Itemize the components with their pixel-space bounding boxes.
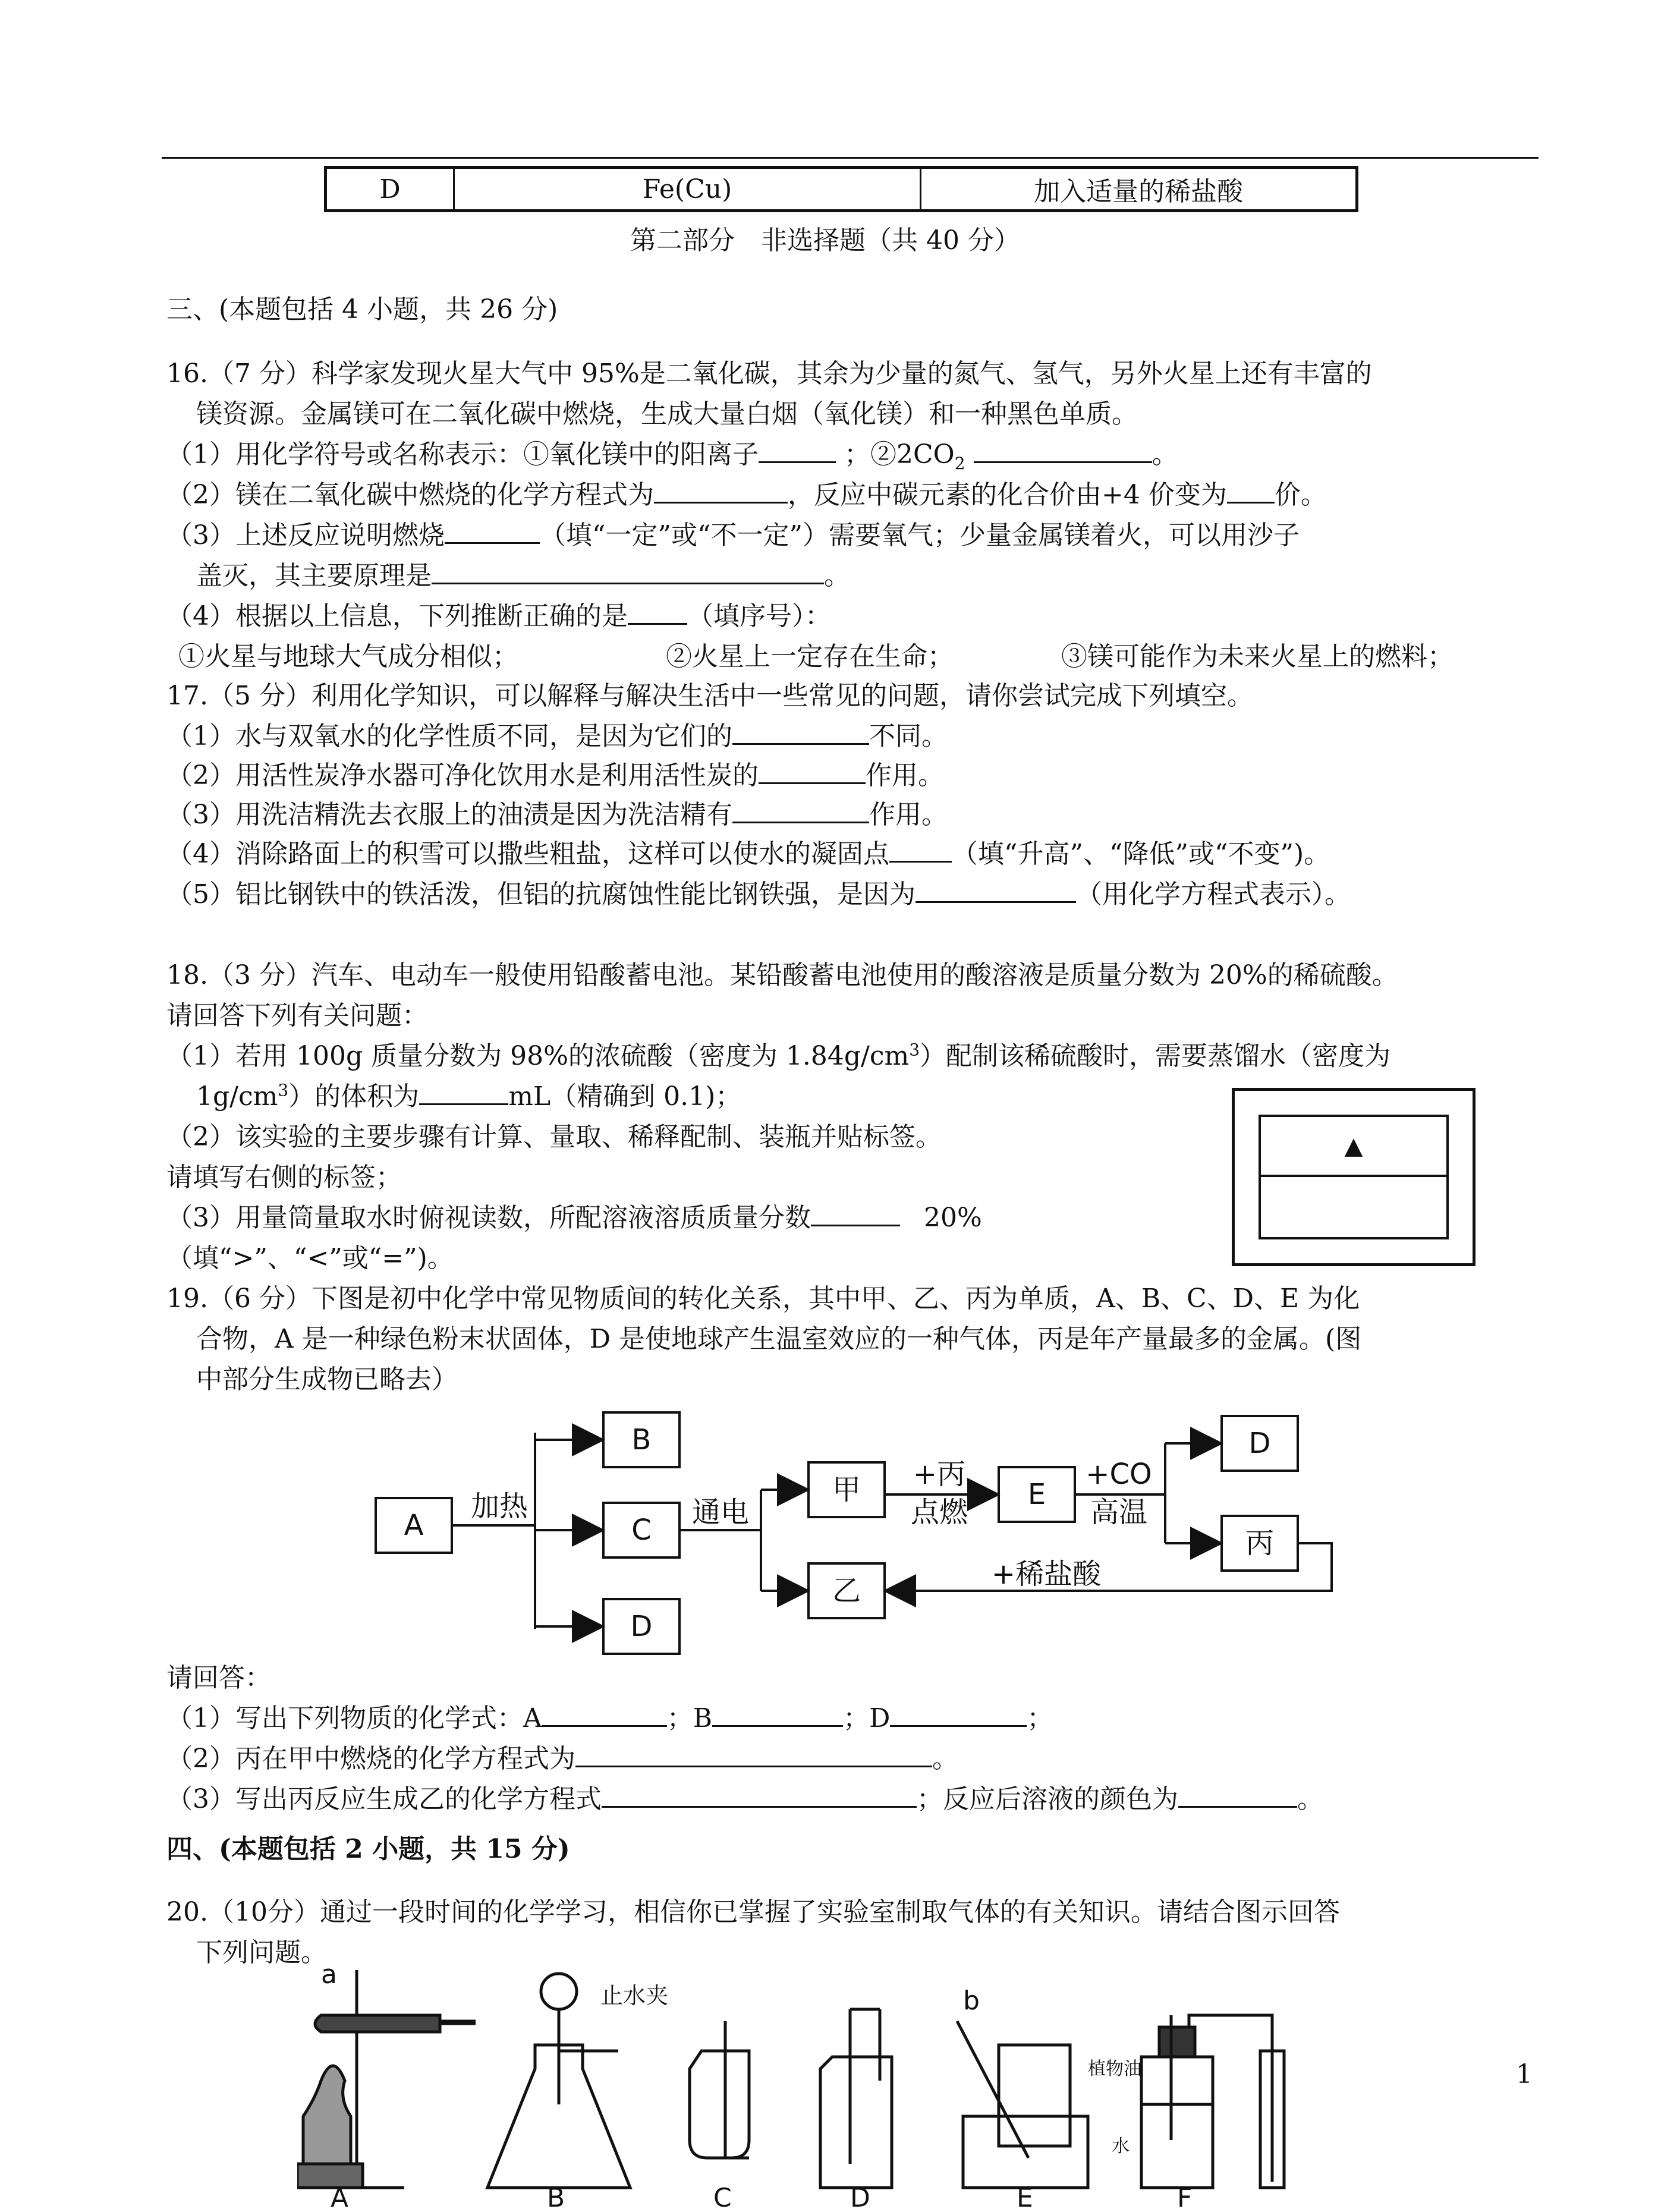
q18-line5: （2）该实验的主要步骤有计算、量取、稀释配制、装瓶并贴标签。 (166, 1122, 942, 1152)
answer-blank[interactable] (732, 798, 869, 823)
node-bing: 丙 (1245, 1527, 1275, 1560)
answer-blank[interactable] (759, 438, 836, 463)
q19-answer2: （2）丙在甲中燃烧的化学方程式为 。 (166, 1737, 958, 1775)
q19-answer1: （1）写出下列物质的化学式：A ；B ；D ； (166, 1697, 1053, 1735)
answer-blank[interactable] (602, 1782, 917, 1808)
q20-line1: 20.（10分）通过一段时间的化学学习，相信你已掌握了实验室制取气体的有关知识。请结合图示回答 (166, 1897, 1340, 1927)
answer-blank[interactable] (712, 1701, 843, 1727)
q17-line5: （4）消除路面上的积雪可以撒些粗盐，这样可以使水的凝固点 （填“升高”、“降低”或“不变”)。 (166, 832, 1330, 870)
label-water: 水 (1112, 2136, 1130, 2157)
answer-table (324, 166, 1358, 212)
q18-line8: （填“>”、“<”或“=”)。 (166, 1243, 454, 1273)
label-B: B (547, 2183, 565, 2212)
node-C: C (631, 1514, 652, 1547)
answer-blank[interactable] (732, 719, 869, 745)
q18-line6: 请填写右侧的标签； (166, 1162, 402, 1192)
q16-line2: 镁资源。金属镁可在二氧化碳中燃烧，生成大量白烟（氧化镁）和一种黑色单质。 (196, 399, 1138, 429)
label-ignite: 点燃 (910, 1496, 968, 1529)
answer-blank[interactable] (915, 877, 1076, 903)
label-A: A (331, 2183, 349, 2212)
node-yi: 乙 (832, 1574, 861, 1607)
conversion-diagram (357, 1403, 1367, 1664)
label-plus-bing: +丙 (913, 1458, 966, 1491)
node-A: A (404, 1509, 424, 1542)
q17-line6: （5）铝比钢铁中的铁活泼，但铝的抗腐蚀性能比钢铁强，是因为 （用化学方程式表示）。 (166, 873, 1351, 911)
table-cell: D (326, 168, 454, 211)
q16-line1: 16.（7 分）科学家发现火星大气中 95%是二氧化碳，其余为少量的氮气、氢气，另外火星上还有丰富的 (166, 358, 1372, 389)
table-cell: 加入适量的稀盐酸 (921, 168, 1357, 211)
section4-title: 四、(本题包括 2 小题，共 15 分) (166, 1834, 570, 1864)
node-D1: D (630, 1610, 653, 1643)
answer-blank[interactable] (542, 1701, 667, 1727)
q20-line2: 下列问题。 (196, 1937, 327, 1968)
q17-line2: （1）水与双氧水的化学性质不同，是因为它们的 不同。 (166, 715, 948, 753)
q16-line6: 盖灭，其主要原理是 。 (196, 554, 850, 592)
q18-line4: $1g/cm^3$）的体积为 mL（精确到 0.1)； (196, 1080, 742, 1112)
answer-blank[interactable] (432, 559, 824, 584)
label-E: E (1017, 2183, 1033, 2212)
answer-blank[interactable] (811, 1201, 900, 1226)
label-high-temp: 高温 (1090, 1496, 1148, 1529)
label-heat: 加热 (470, 1490, 528, 1523)
label-b: b (963, 1986, 980, 2016)
label-plus-hcl: +稀盐酸 (991, 1557, 1102, 1591)
q16-line7: （4）根据以上信息，下列推断正确的是 （填序号）： (166, 594, 831, 633)
q19-line1: 19.（6 分）下图是初中化学中常见物质间的转化关系，其中甲、乙、丙为单质，A、B、C、D、E 为化 (166, 1283, 1360, 1314)
answer-blank[interactable] (654, 478, 788, 504)
answer-blank[interactable] (628, 599, 687, 625)
q16-option2: ②火星上一定存在生命； (666, 641, 954, 672)
q18-line2: 请回答下列有关问题： (166, 1000, 428, 1031)
answer-blank[interactable] (1227, 478, 1275, 504)
q18-line1: 18.（3 分）汽车、电动车一般使用铅酸蓄电池。某铅酸蓄电池使用的酸溶液是质量分数为 20%的稀硫酸。 (166, 960, 1398, 990)
label-electrolysis: 通电 (691, 1496, 750, 1529)
label-oil: 植物油 (1088, 2059, 1141, 2079)
bottle-label-figure (1232, 1088, 1475, 1266)
node-jia: 甲 (832, 1473, 861, 1506)
label-F: F (1177, 2183, 1193, 2212)
q18-line3: （1）若用 100g 质量分数为 98%的浓硫酸（密度为 $1.84g/cm^3$）配制该稀硫酸时，需要蒸馏水（密度为 (166, 1040, 1391, 1071)
part2-title: 第二部分 非选择题（共 40 分） (630, 225, 1020, 256)
q16-line4: （2）镁在二氧化碳中燃烧的化学方程式为 ，反应中碳元素的化合价由+4 价变为 价。 (166, 473, 1327, 511)
answer-blank[interactable] (1178, 1782, 1297, 1808)
node-E: E (1027, 1478, 1046, 1511)
header-rule (162, 157, 1539, 159)
answer-blank[interactable] (890, 1701, 1027, 1727)
label-clamp: 止水夹 (600, 1983, 669, 2009)
label-plus-co: +CO (1086, 1458, 1152, 1491)
answer-blank[interactable] (889, 837, 952, 863)
node-B: B (631, 1423, 652, 1456)
table-row (326, 168, 1357, 211)
answer-blank[interactable] (575, 1742, 932, 1767)
label-inner-box[interactable] (1259, 1115, 1449, 1239)
q19-answer3: （3）写出丙反应生成乙的化学方程式 ；反应后溶液的颜色为 。 (166, 1777, 1323, 1815)
q17-line4: （3）用洗洁精洗去衣服上的油渍是因为洗洁精有 作用。 (166, 793, 948, 831)
node-D2: D (1248, 1427, 1271, 1460)
q16-option1: ①火星与地球大气成分相似； (178, 641, 518, 672)
q19-line2: 合物，A 是一种绿色粉末状固体，D 是使地球产生温室效应的一种气体，丙是年产量最多的金属。(图 (196, 1324, 1362, 1354)
label-mark: ▲ (1261, 1117, 1446, 1177)
section3-title: 三、(本题包括 4 小题，共 26 分) (166, 294, 558, 325)
label-D: D (850, 2183, 870, 2212)
q19-ask: 请回答： (166, 1663, 271, 1693)
answer-blank[interactable] (445, 518, 540, 544)
q16-option3: ③镁可能作为未来火星上的燃料； (1061, 641, 1454, 672)
q18-line7: （3）用量筒量取水时俯视读数，所配溶液溶质质量分数 20% (166, 1196, 982, 1234)
apparatus-figure (297, 1962, 1344, 2212)
q17-line3: （2）用活性炭净水器可净化饮用水是利用活性炭的 作用。 (166, 754, 944, 792)
q19-line3: 中部分生成物已略去） (196, 1364, 458, 1395)
answer-blank[interactable] (419, 1080, 508, 1105)
q16-line5: （3）上述反应说明燃烧 （填“一定”或“不一定”）需要氧气；少量金属镁着火，可以用沙子 (166, 514, 1300, 552)
q17-line1: 17.（5 分）利用化学知识，可以解释与解决生活中一些常见的问题，请你尝试完成下列填空。 (166, 681, 1253, 711)
label-C: C (713, 2183, 732, 2212)
label-a: a (321, 1962, 337, 1990)
table-cell: Fe(Cu) (454, 168, 921, 211)
q16-line3: （1）用化学符号或名称表示：①氧化镁中的阳离子 ；$②2CO_2$ 。 (166, 433, 1178, 473)
answer-blank[interactable] (759, 759, 866, 784)
page-number: 1 (1516, 2059, 1533, 2090)
answer-blank[interactable] (974, 438, 1152, 463)
